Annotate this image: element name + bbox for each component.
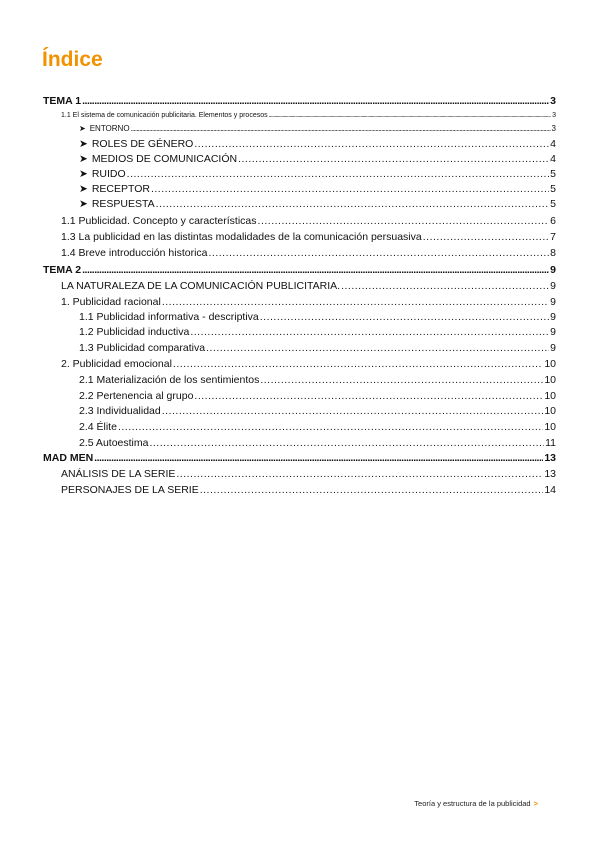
toc-page: 5 bbox=[550, 168, 556, 180]
toc-page: 9 bbox=[550, 326, 556, 338]
toc-label: 2.1 Materialización de los sentimientos bbox=[79, 374, 260, 386]
toc-label: RECEPTOR bbox=[91, 183, 150, 195]
toc-label: 1.1 Publicidad. Concepto y características bbox=[61, 215, 257, 227]
dot-leader bbox=[238, 154, 549, 165]
arrow-bullet-icon: ➤ bbox=[79, 124, 86, 133]
dot-leader bbox=[260, 312, 549, 323]
toc-entry[interactable] bbox=[79, 391, 556, 402]
chevron-right-icon: > bbox=[533, 799, 538, 808]
toc-page: 3 bbox=[551, 124, 556, 133]
toc-entry[interactable] bbox=[79, 406, 556, 417]
toc-label: 1.1 Publicidad informativa - descriptiva bbox=[79, 311, 259, 323]
toc-label: 1.3 La publicidad en las distintas modalidades de la comunicación persuasiva bbox=[61, 231, 422, 243]
toc-page: 10 bbox=[544, 405, 556, 417]
toc-page: 10 bbox=[544, 390, 556, 402]
toc-entry[interactable] bbox=[61, 232, 556, 243]
toc-page: 3 bbox=[552, 112, 556, 119]
dot-leader bbox=[176, 469, 543, 480]
toc-label: 1.2 Publicidad inductiva bbox=[79, 326, 190, 338]
toc-page: 9 bbox=[550, 264, 556, 276]
footer-text: Teoría y estructura de la publicidad bbox=[414, 799, 531, 808]
dot-leader bbox=[190, 327, 549, 338]
toc-entry-tema-1[interactable] bbox=[43, 96, 556, 107]
dot-leader bbox=[82, 265, 549, 276]
toc-page: 5 bbox=[550, 198, 556, 210]
toc-entry[interactable] bbox=[61, 248, 556, 259]
toc-entry[interactable] bbox=[79, 438, 556, 449]
dot-leader bbox=[258, 216, 550, 227]
toc-label: ANÁLISIS DE LA SERIE bbox=[61, 468, 176, 480]
toc-entry[interactable] bbox=[61, 485, 556, 496]
toc-entry[interactable] bbox=[79, 327, 556, 338]
toc-page: 9 bbox=[550, 296, 556, 308]
dot-leader bbox=[206, 343, 549, 354]
toc-label: 2.4 Élite bbox=[79, 421, 117, 433]
toc-entry[interactable] bbox=[61, 297, 556, 308]
toc-page: 4 bbox=[550, 138, 556, 150]
arrow-bullet-icon: ➤ bbox=[79, 198, 88, 210]
dot-leader bbox=[151, 184, 549, 195]
toc-label: RESPUESTA bbox=[91, 198, 155, 210]
toc-page: 10 bbox=[544, 358, 556, 370]
dot-leader bbox=[156, 199, 550, 210]
dot-leader bbox=[423, 232, 549, 243]
dot-leader bbox=[341, 281, 549, 292]
dot-leader bbox=[162, 297, 549, 308]
dot-leader bbox=[162, 406, 544, 417]
toc-label: 1.1 El sistema de comunicación publicitaria. Elementos y procesos bbox=[61, 112, 268, 119]
page-footer bbox=[414, 799, 538, 808]
toc-entry[interactable] bbox=[61, 281, 556, 292]
toc-page: 11 bbox=[545, 437, 556, 449]
dot-leader bbox=[94, 453, 543, 464]
dot-leader bbox=[194, 139, 549, 150]
toc-entry[interactable] bbox=[79, 184, 556, 195]
arrow-bullet-icon: ➤ bbox=[79, 138, 88, 150]
toc-label: 1.3 Publicidad comparativa bbox=[79, 342, 206, 354]
toc-label: TEMA 2 bbox=[43, 264, 82, 276]
dot-leader bbox=[209, 248, 550, 259]
toc-label: 2. Publicidad emocional bbox=[61, 358, 172, 370]
dot-leader bbox=[194, 391, 543, 402]
toc-page: 8 bbox=[550, 247, 556, 259]
toc-page: 9 bbox=[550, 311, 556, 323]
dot-leader bbox=[127, 169, 550, 180]
toc-label: TEMA 1 bbox=[43, 95, 82, 107]
toc-entry-mad-men[interactable] bbox=[43, 453, 556, 464]
toc-entry[interactable] bbox=[79, 169, 556, 180]
arrow-bullet-icon: ➤ bbox=[79, 183, 88, 195]
toc-entry[interactable] bbox=[79, 343, 556, 354]
toc-entry[interactable] bbox=[61, 359, 556, 370]
toc-label: PERSONAJES DE LA SERIE bbox=[61, 484, 199, 496]
dot-leader bbox=[269, 112, 551, 119]
toc-page: 10 bbox=[544, 421, 556, 433]
toc-entry[interactable] bbox=[79, 125, 556, 133]
dot-leader bbox=[173, 359, 543, 370]
toc-label: ENTORNO bbox=[89, 124, 130, 133]
toc-page: 13 bbox=[544, 452, 556, 464]
toc-label: MEDIOS DE COMUNICACIÓN bbox=[91, 153, 238, 165]
toc-entry[interactable] bbox=[79, 154, 556, 165]
toc-page: 14 bbox=[544, 484, 556, 496]
toc-label: RUIDO bbox=[91, 168, 126, 180]
dot-leader bbox=[200, 485, 544, 496]
toc-entry[interactable] bbox=[79, 199, 556, 210]
toc-entry-tema-2[interactable] bbox=[43, 265, 556, 276]
dot-leader bbox=[82, 96, 549, 107]
toc-page: 5 bbox=[550, 183, 556, 195]
toc-label: 2.3 Individualidad bbox=[79, 405, 161, 417]
toc-label: 2.5 Autoestima bbox=[79, 437, 149, 449]
toc-page: 10 bbox=[544, 374, 556, 386]
dot-leader bbox=[149, 438, 544, 449]
toc-page: 4 bbox=[550, 153, 556, 165]
dot-leader bbox=[118, 422, 543, 433]
toc-label: LA NATURALEZA DE LA COMUNICACIÓN PUBLICITARIA. bbox=[61, 280, 341, 292]
arrow-bullet-icon: ➤ bbox=[79, 153, 88, 165]
page-title: Índice bbox=[42, 48, 103, 71]
dot-leader bbox=[260, 375, 543, 386]
toc-page: 9 bbox=[550, 342, 556, 354]
toc-label: ROLES DE GÉNERO bbox=[91, 138, 194, 150]
arrow-bullet-icon: ➤ bbox=[79, 168, 88, 180]
toc-entry[interactable] bbox=[79, 312, 556, 323]
dot-leader bbox=[131, 125, 551, 133]
toc-page: 13 bbox=[544, 468, 556, 480]
toc-page: 6 bbox=[550, 215, 556, 227]
toc-label: 1. Publicidad racional bbox=[61, 296, 161, 308]
toc-page: 9 bbox=[550, 280, 556, 292]
toc-page: 3 bbox=[550, 95, 556, 107]
toc-label: 2.2 Pertenencia al grupo bbox=[79, 390, 194, 402]
toc-label: 1.4 Breve introducción historica bbox=[61, 247, 208, 259]
toc-entry[interactable] bbox=[79, 375, 556, 386]
toc-entry[interactable] bbox=[61, 216, 556, 227]
toc-entry[interactable] bbox=[79, 139, 556, 150]
toc-entry[interactable] bbox=[61, 112, 556, 119]
toc-page: 7 bbox=[550, 231, 556, 243]
toc-entry[interactable] bbox=[79, 422, 556, 433]
toc-label: MAD MEN bbox=[43, 452, 94, 464]
toc-entry[interactable] bbox=[61, 469, 556, 480]
